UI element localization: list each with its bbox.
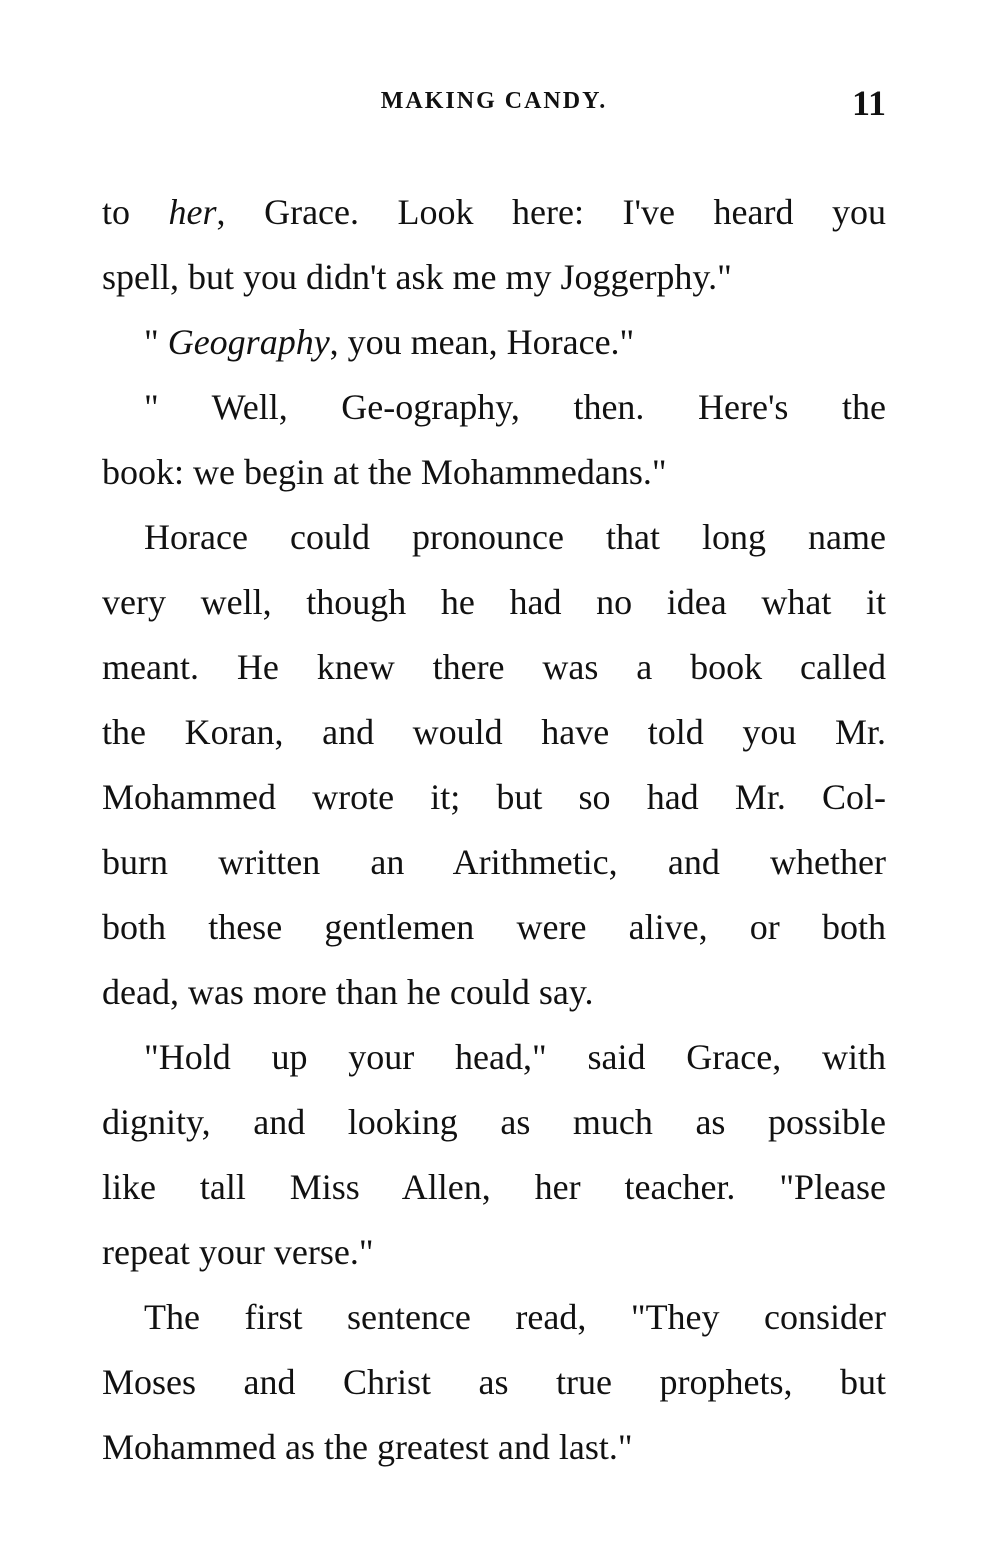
text-segment: Mohammed wrote it; but so had Mr. Col- <box>102 777 886 817</box>
text-line <box>102 180 886 245</box>
text-segment: The first sentence read, "They consider <box>144 1297 886 1337</box>
text-segment: " <box>144 322 168 362</box>
text-line <box>102 960 886 1025</box>
text-line <box>102 635 886 700</box>
text-segment: burn written an Arithmetic, and whether <box>102 842 886 882</box>
text-segment: Horace could pronounce that long name <box>144 517 886 557</box>
body-text <box>102 180 886 1480</box>
text-line <box>102 1025 886 1090</box>
text-segment: Moses and Christ as true prophets, but <box>102 1362 886 1402</box>
text-segment: meant. He knew there was a book called <box>102 647 886 687</box>
running-title: MAKING CANDY. <box>380 88 608 114</box>
text-line <box>102 440 886 505</box>
text-segment: very well, though he had no idea what it <box>102 582 886 622</box>
text-segment: the Koran, and would have told you Mr. <box>102 712 886 752</box>
text-line <box>102 1415 886 1480</box>
running-head <box>102 82 886 122</box>
text-segment: like tall Miss Allen, her teacher. "Please <box>102 1167 886 1207</box>
italic-segment: Geography <box>167 322 330 362</box>
text-line <box>102 1350 886 1415</box>
text-line <box>102 570 886 635</box>
text-line <box>102 1090 886 1155</box>
text-line <box>102 310 886 375</box>
text-segment: , you mean, Horace." <box>329 322 635 362</box>
text-segment: dead, was more than he could say. <box>102 972 594 1012</box>
text-line <box>102 375 886 440</box>
text-line <box>102 505 886 570</box>
text-segment: repeat your verse." <box>102 1232 374 1272</box>
text-line <box>102 1155 886 1220</box>
text-line <box>102 245 886 310</box>
text-line <box>102 1285 886 1350</box>
text-line <box>102 765 886 830</box>
italic-segment: her <box>168 192 217 232</box>
text-segment: spell, but you didn't ask me my Joggerphy." <box>102 257 732 297</box>
page-number: 11 <box>851 83 886 123</box>
text-segment: "Hold up your head," said Grace, with <box>144 1037 886 1077</box>
text-segment: book: we begin at the Mohammedans." <box>102 452 667 492</box>
text-segment: dignity, and looking as much as possible <box>102 1102 886 1142</box>
text-segment: , Grace. Look here: I've heard you <box>216 192 886 232</box>
text-segment: Mohammed as the greatest and last." <box>102 1427 633 1467</box>
text-line <box>102 700 886 765</box>
text-line <box>102 1220 886 1285</box>
text-segment: both these gentlemen were alive, or both <box>102 907 886 947</box>
text-segment: " Well, Ge-ography, then. Here's the <box>144 387 886 427</box>
text-line <box>102 830 886 895</box>
text-segment: to <box>102 192 169 232</box>
text-line <box>102 895 886 960</box>
